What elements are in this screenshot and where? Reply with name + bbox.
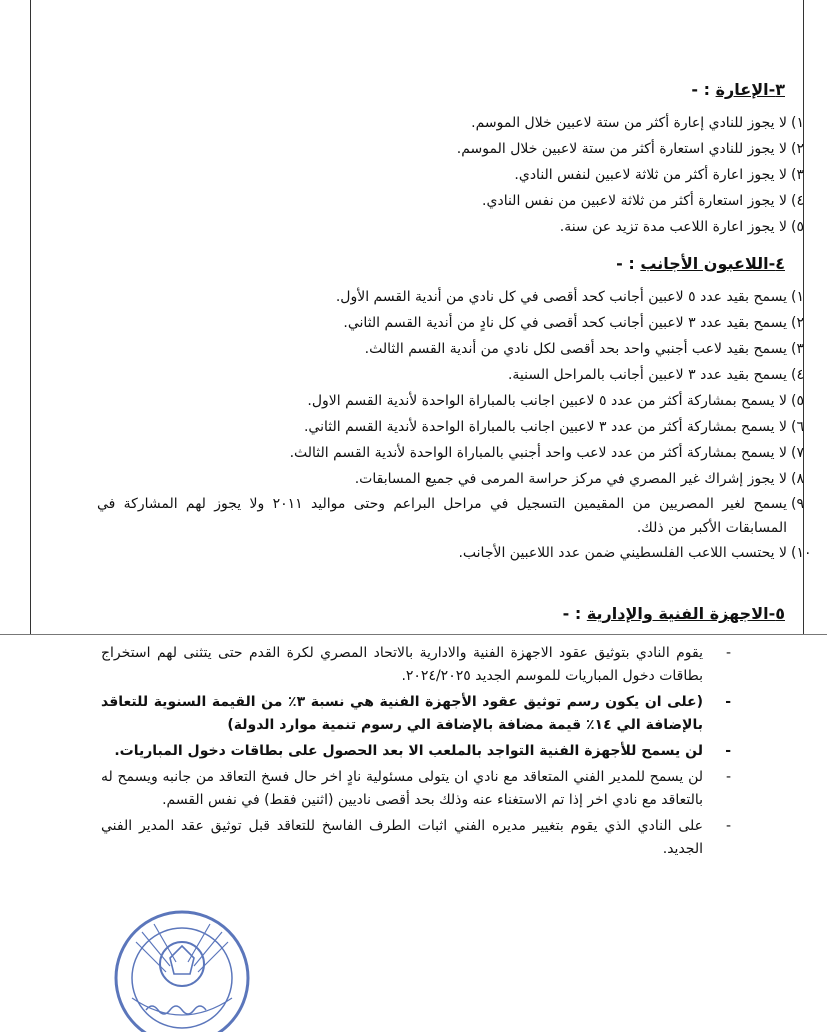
item-text: يسمح بقيد عدد ٣ لاعبين أجانب بالمراحل السنية. [507, 367, 787, 383]
item-number: ٩) [791, 496, 804, 512]
item-text: لا يجوز إشراك غير المصري في مركز حراسة المرمى في جميع المسابقات. [354, 471, 787, 487]
list-item [67, 284, 827, 310]
item-number: ١) [791, 115, 804, 131]
bullet-text: لن يسمح للمدير الفني المتعاقد مع نادي ان يتولى مسئولية نادٍ اخر حال فسخ التعاقد من جانبه ويسمح له بالتعاقد مع نادي اخر إذا تم الاستغناء عنه وذلك بحد أقصى ناديين (اثنين فقط) في نفس القسم. [101, 769, 703, 808]
list-item [67, 414, 827, 440]
item-text: لا يجوز استعارة أكثر من ثلاثة لاعبين من نفس النادي. [482, 193, 787, 209]
bullet-dash: - [725, 645, 731, 661]
item-text: لا يسمح بمشاركة أكثر من عدد لاعب واحد أجنبي بالمباراة الواحدة لأندية القسم الثالث. [289, 445, 787, 461]
list-item [67, 466, 827, 492]
section-5-suffix: : - [562, 604, 582, 623]
item-text: يسمح بقيد عدد ٣ لاعبين أجانب كحد أقصى في كل نادٍ من أندية القسم الثاني. [343, 315, 787, 331]
bullet-item [101, 691, 731, 737]
item-text: لا يحتسب اللاعب الفلسطيني ضمن عدد اللاعبين الأجانب. [458, 545, 787, 561]
section-3-list [67, 110, 827, 240]
item-number: ٦) [791, 419, 804, 435]
list-item [67, 162, 827, 188]
item-number: ٥) [791, 393, 804, 409]
item-number: ١٠) [791, 545, 812, 561]
section-4-suffix: : - [616, 254, 635, 273]
item-text: يسمح بقيد عدد ٥ لاعبين أجانب كحد أقصى في كل نادي من أندية القسم الأول. [335, 289, 787, 305]
section-4-title: ٤-اللاعبون الأجانب [640, 254, 785, 273]
item-text: لا يسمح بمشاركة أكثر من عدد ٥ لاعبين اجانب بالمباراة الواحدة لأندية القسم الاول. [307, 393, 787, 409]
list-item [67, 336, 827, 362]
bullet-dash: - [725, 769, 731, 785]
item-text: يسمح لغير المصريين من المقيمين التسجيل في مراحل البراعم وحتى مواليد ٢٠١١ ولا يجوز لهم المشاركة في المسابقات الأكبر من ذلك. [97, 496, 787, 536]
list-item [67, 540, 827, 566]
item-number: ٥) [791, 219, 804, 235]
list-item [67, 362, 827, 388]
item-number: ٧) [791, 445, 804, 461]
item-text: يسمح بقيد لاعب أجنبي واحد بحد أقصى لكل نادي من أندية القسم الثالث. [364, 341, 787, 357]
section-4-heading [616, 254, 785, 273]
bullet-text: لن يسمح للأجهزة الفنية التواجد بالملعب الا بعد الحصول على بطاقات دخول المباريات. [114, 743, 703, 759]
bullet-item [101, 740, 731, 763]
list-item [67, 310, 827, 336]
list-item [97, 492, 827, 540]
list-item [67, 440, 827, 466]
item-number: ٣) [791, 341, 804, 357]
bullet-dash: - [725, 818, 731, 834]
list-item [67, 388, 827, 414]
bullet-dash: - [725, 743, 731, 759]
bullet-item [101, 766, 731, 812]
bullet-dash: - [725, 694, 731, 710]
stamp-emblem-icon [106, 902, 258, 1032]
item-text: لا يسمح بمشاركة أكثر من عدد ٣ لاعبين اجانب بالمباراة الواحدة لأندية القسم الثاني. [303, 419, 787, 435]
section-3-heading [691, 80, 785, 99]
bullet-text: يقوم النادي بتوثيق عقود الاجهزة الفنية والادارية بالاتحاد المصري لكرة القدم حتى يتثنى لهم استخراج بطاقات دخول المباريات للموسم الجديد ٢٠٢٤/٢٠٢٥. [101, 645, 703, 684]
list-item [67, 188, 827, 214]
bullet-item [101, 642, 731, 688]
item-number: ١) [791, 289, 804, 305]
item-text: لا يجوز للنادي إعارة أكثر من ستة لاعبين خلال الموسم. [471, 115, 787, 131]
section-5-list [101, 642, 731, 864]
bullet-text: (على ان يكون رسم توثيق عقود الأجهزة الفنية هي نسبة ٣٪ من القيمة السنوية للتعاقد بالإضافة الي ١٤٪ قيمة مضافة بالإضافة الي رسوم تنمية موارد الدولة) [101, 694, 704, 733]
item-text: لا يجوز للنادي استعارة أكثر من ستة لاعبين خلال الموسم. [456, 141, 787, 157]
list-item [67, 136, 827, 162]
federation-stamp [106, 902, 258, 1032]
item-number: ٤) [791, 367, 804, 383]
section-3-suffix: : - [691, 80, 711, 99]
section-4-list [67, 284, 827, 566]
bullet-item [101, 815, 731, 861]
section-5-title: ٥-الاجهزة الفنية والإدارية [586, 604, 785, 623]
item-text: لا يجوز اعارة اللاعب مدة تزيد عن سنة. [559, 219, 787, 235]
item-number: ٨) [791, 471, 804, 487]
list-item [67, 110, 827, 136]
list-item [67, 214, 827, 240]
item-text: لا يجوز اعارة أكثر من ثلاثة لاعبين لنفس النادي. [514, 167, 787, 183]
item-number: ٢) [791, 315, 804, 331]
item-number: ٣) [791, 167, 804, 183]
section-3-title: ٣-الإعارة [715, 80, 785, 99]
item-number: ٢) [791, 141, 804, 157]
item-number: ٤) [791, 193, 804, 209]
bullet-text: على النادي الذي يقوم بتغيير مديره الفني اثبات الطرف الفاسخ للتعاقد قبل توثيق عقد المدير الفني الجديد. [101, 818, 703, 857]
section-5-heading [563, 604, 785, 623]
